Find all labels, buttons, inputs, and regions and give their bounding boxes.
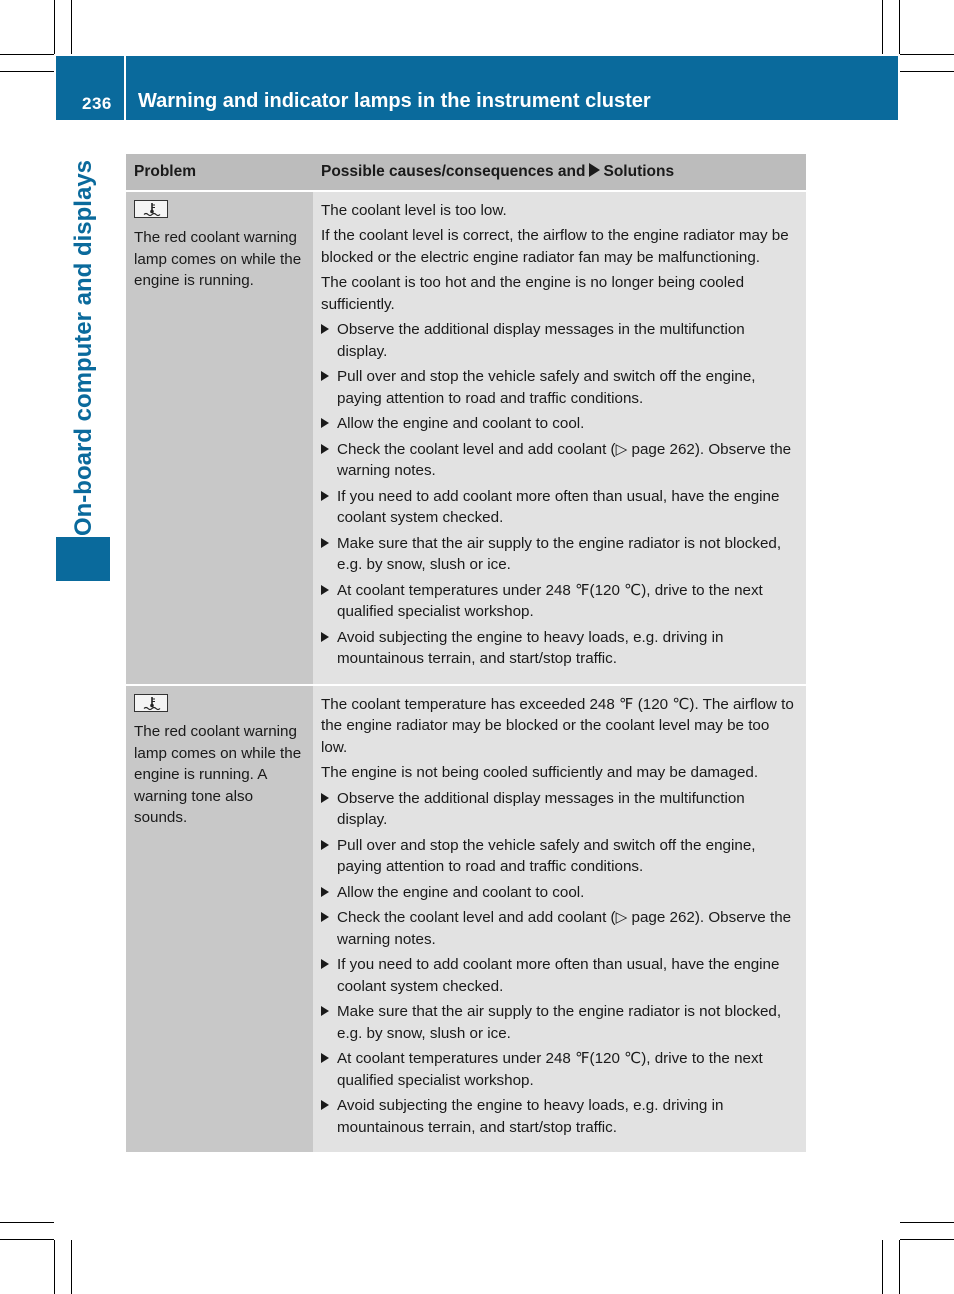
column-header-solutions-text: Solutions [603, 163, 675, 180]
solution-step [321, 1001, 798, 1044]
coolant-temperature-icon [134, 694, 168, 712]
crop-mark [54, 1240, 55, 1294]
solution-step-text: Pull over and stop the vehicle safely and switch off the engine, paying attention to road and traffic conditions. [337, 836, 756, 875]
solution-step [321, 907, 798, 950]
cause-paragraph: The engine is not being cooled sufficiently and may be damaged. [321, 764, 759, 781]
problem-cell [126, 191, 313, 685]
step-arrow-icon [321, 444, 329, 454]
cause-paragraph: The coolant is too hot and the engine is no longer being cooled sufficiently. [321, 274, 745, 313]
causes-solutions-cell [313, 191, 806, 685]
solution-step [321, 366, 798, 409]
problem-cell [126, 685, 313, 1153]
cause-paragraph: The coolant temperature has exceeded 248 ℉ (120 ℃). The airflow to the engine radiator may be blocked or the coolant level may be too low. [321, 695, 794, 756]
crop-mark [900, 54, 954, 55]
problem-description: The red coolant warning lamp comes on while the engine is running. A warning tone also sounds. [134, 723, 302, 826]
table-row [126, 191, 806, 685]
step-arrow-icon [321, 632, 329, 642]
chapter-side-label-text: On-board computer and displays [70, 159, 97, 537]
step-arrow-icon [321, 887, 329, 897]
step-arrow-icon [321, 1053, 329, 1063]
causes-solutions-cell [313, 685, 806, 1153]
solution-step [321, 1095, 798, 1138]
solution-step-text: Observe the additional display messages in the multifunction display. [337, 789, 745, 828]
solution-step [321, 835, 798, 878]
step-arrow-icon [589, 163, 600, 177]
crop-mark [900, 1222, 954, 1223]
solution-step [321, 486, 798, 529]
column-header-causes-text: Possible causes/consequences and [321, 163, 586, 180]
solution-step [321, 533, 798, 576]
solution-step-text: At coolant temperatures under 248 ℉(120 ℃), drive to the next qualified specialist workshop. [337, 581, 763, 620]
solution-step [321, 1048, 798, 1091]
crop-mark [54, 0, 55, 54]
step-arrow-icon [321, 959, 329, 969]
solution-step-text: At coolant temperatures under 248 ℉(120 ℃), drive to the next qualified specialist workshop. [337, 1050, 763, 1089]
step-arrow-icon [321, 1006, 329, 1016]
step-arrow-icon [321, 324, 329, 334]
column-header-causes [313, 154, 806, 191]
step-arrow-icon [321, 538, 329, 548]
crop-mark [71, 1240, 72, 1294]
step-arrow-icon [321, 491, 329, 501]
column-header-problem: Problem [126, 154, 313, 191]
page-number: 236 [82, 94, 112, 113]
solution-step-text: If you need to add coolant more often than usual, have the engine coolant system checked. [337, 487, 780, 526]
solution-step-text: Avoid subjecting the engine to heavy loads, e.g. driving in mountainous terrain, and start/stop traffic. [337, 1097, 724, 1136]
problem-solutions-table [126, 154, 806, 1152]
step-arrow-icon [321, 912, 329, 922]
crop-mark [899, 1240, 900, 1294]
header-divider [124, 56, 126, 120]
solution-step-text: Observe the additional display messages in the multifunction display. [337, 321, 745, 360]
cause-paragraph: If the coolant level is correct, the airflow to the engine radiator may be blocked or the electric engine radiator fan may be malfunctioning. [321, 227, 789, 266]
problem-description: The red coolant warning lamp comes on while the engine is running. [134, 229, 302, 289]
solution-step-text: Make sure that the air supply to the engine radiator is not blocked, e.g. by snow, slush or ice. [337, 534, 782, 573]
step-arrow-icon [321, 1100, 329, 1110]
solution-step [321, 319, 798, 362]
cause-paragraph: The coolant level is too low. [321, 201, 507, 219]
solution-step [321, 413, 798, 435]
step-arrow-icon [321, 840, 329, 850]
page-title: Warning and indicator lamps in the instrument cluster [138, 90, 651, 112]
solution-step-text: Make sure that the air supply to the engine radiator is not blocked, e.g. by snow, slush or ice. [337, 1003, 782, 1042]
table-row [126, 685, 806, 1153]
crop-mark [0, 71, 54, 72]
crop-mark [900, 71, 954, 72]
solution-step-text: Avoid subjecting the engine to heavy loads, e.g. driving in mountainous terrain, and start/stop traffic. [337, 628, 724, 667]
crop-mark [899, 0, 900, 54]
solution-step [321, 580, 798, 623]
crop-mark [900, 1239, 954, 1240]
solution-step [321, 439, 798, 482]
crop-mark [882, 1240, 883, 1294]
solution-step-text: Check the coolant level and add coolant (▷ page 262). Observe the warning notes. [337, 440, 792, 479]
solution-step [321, 627, 798, 670]
step-arrow-icon [321, 585, 329, 595]
step-arrow-icon [321, 371, 329, 381]
step-arrow-icon [321, 418, 329, 428]
solution-step [321, 788, 798, 831]
crop-mark [0, 1222, 54, 1223]
crop-mark [71, 0, 72, 54]
solution-step-text: Allow the engine and coolant to cool. [337, 883, 585, 901]
chapter-tab-marker [56, 537, 110, 581]
table-body [126, 191, 806, 1153]
step-arrow-icon [321, 793, 329, 803]
solution-step-text: Check the coolant level and add coolant (▷ page 262). Observe the warning notes. [337, 909, 792, 948]
crop-mark [0, 54, 54, 55]
table-header-row [126, 154, 806, 191]
solution-step [321, 882, 798, 904]
crop-mark [0, 1239, 54, 1240]
solution-step-text: Pull over and stop the vehicle safely and switch off the engine, paying attention to road and traffic conditions. [337, 368, 756, 407]
solution-step-text: If you need to add coolant more often than usual, have the engine coolant system checked. [337, 956, 780, 995]
crop-mark [882, 0, 883, 54]
solution-step [321, 954, 798, 997]
coolant-temperature-icon [134, 200, 168, 218]
solution-step-text: Allow the engine and coolant to cool. [337, 415, 585, 432]
